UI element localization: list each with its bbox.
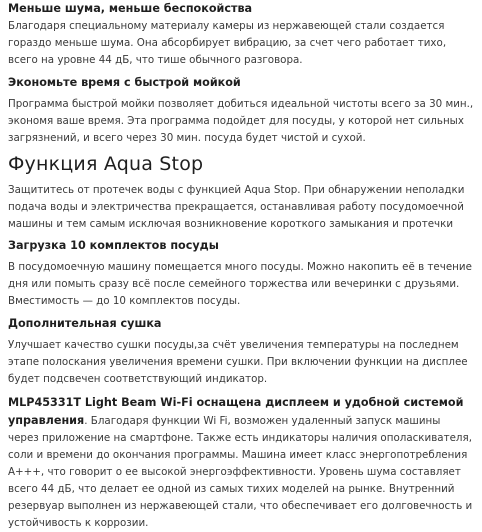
model-paragraph — [8, 394, 474, 532]
drying-heading: Дополнительная сушка — [8, 317, 162, 330]
aqua-stop-heading: Функция Aqua Stop — [8, 153, 204, 175]
product-description — [0, 1, 482, 532]
model-lead: MLP45331T Light Beam Wi-Fi оснащена дисплеем и удобной системой управления — [8, 396, 464, 427]
capacity-text: В посудомоечную машину помещается много посуды. Можно накопить её в течение дня или помыть сразу всё после семейного торжества или вечеринки с друзьями. Вместимость — до 10 комплектов посуды. — [8, 261, 472, 307]
aqua-stop-text: Защититесь от протечек воды с функцией Aqua Stop. При обнаружении неполадки подача воды и электричества прекращается, останавливая работу посудомоечной машины и тем самым исключая возникновение короткого замыкания и протечки — [8, 184, 465, 230]
noise-text: Благодаря специальному материалу камеры из нержавеющей стали создается гораздо меньше шума. Она абсорбирует вибрацию, за счет чего работает тихо, всего на уровне 44 дБ, что тише обычного разговора. — [8, 20, 447, 66]
quick-wash-heading: Экономьте время с быстрой мойкой — [8, 76, 241, 89]
drying-text: Улучшает качество сушки посуды,за счёт увеличения температуры на последнем этапе полоскания увеличения времени сушки. При включении функции на дисплее будет подсвечен соответствующий индикатор. — [8, 339, 468, 385]
quick-wash-text: Программа быстрой мойки позволяет добиться идеальной чистоты всего за 30 мин., экономя ваше время. Эта программа подойдет для посуды, у которой нет сильных загрязнений, и всего через 30 мин. посуда будет чистой и сухой. — [8, 98, 474, 144]
capacity-heading: Загрузка 10 комплектов посуды — [8, 239, 219, 252]
model-text: . Благодаря функции Wi Fi, возможен удаленный запуск машины через приложение на смартфоне. Также есть индикаторы наличия ополаскивателя, соли и времени до окончания программы. Машина имеет класс энергопотребления А+++, что говорит о ее высокой энергоэффективности. Уровень шума составляет всего 44 дБ, что делает ее одной из самых тихих моделей на рынке. Внутренний резервуар выполнен из нержавеющей стали, что обеспечивает его долговечность и устойчивость к коррозии. — [8, 415, 473, 529]
noise-heading: Меньше шума, меньше беспокойства — [8, 2, 253, 15]
